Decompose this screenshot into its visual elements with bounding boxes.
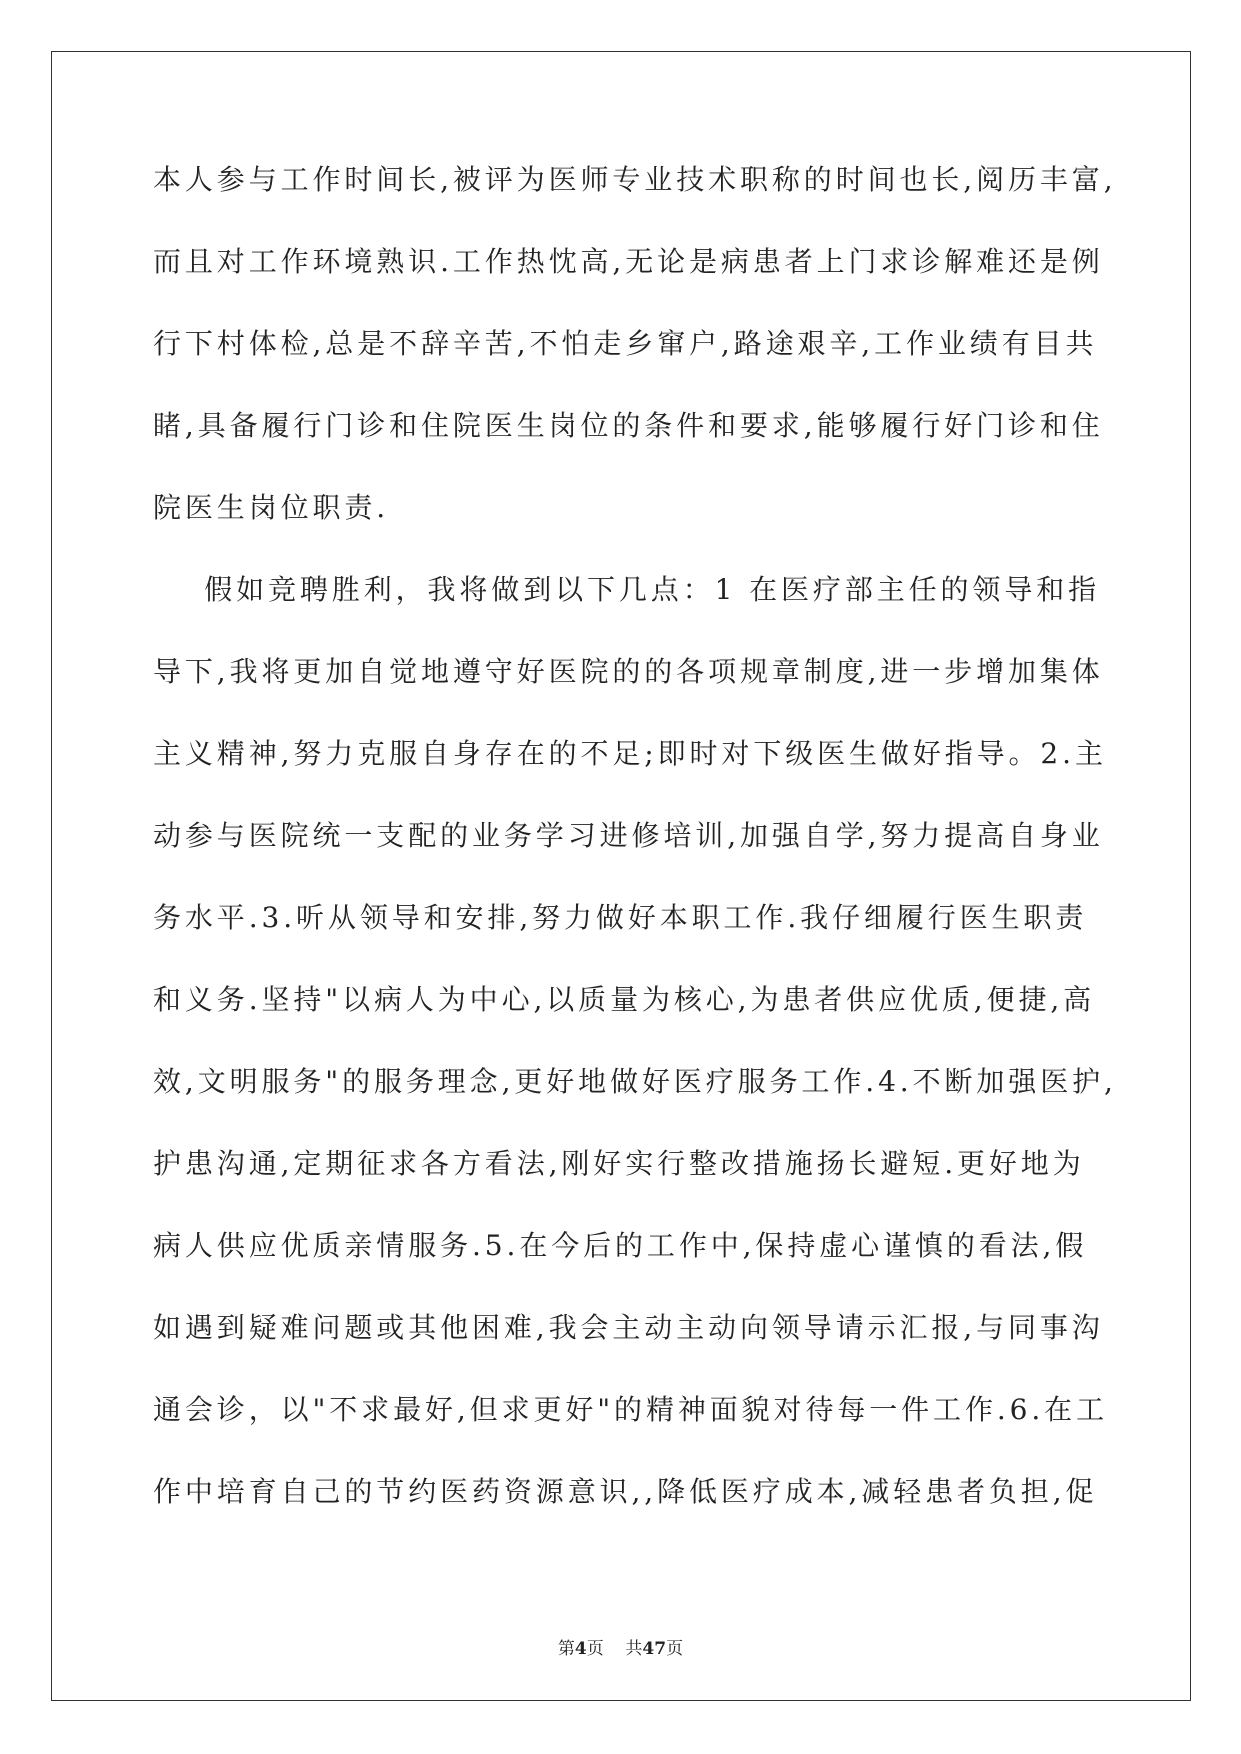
text-line: 而且对工作环境熟识.工作热忱高,无论是病患者上门求诊解难还是例 bbox=[153, 245, 1104, 278]
text-line: 通会诊，以"不求最好,但求更好"的精神面貌对待每一件工作.6.在工 bbox=[153, 1393, 1108, 1426]
text-line: 作中培育自己的节约医药资源意识,,降低医疗成本,减轻患者负担,促 bbox=[153, 1475, 1098, 1508]
text-line: 导下,我将更加自觉地遵守好医院的的各项规章制度,进一步增加集体 bbox=[153, 655, 1104, 688]
document-body bbox=[153, 163, 1117, 1560]
text-line: 动参与医院统一支配的业务学习进修培训,加强自学,努力提高自身业 bbox=[153, 819, 1104, 852]
text-line: 效,文明服务"的服务理念,更好地做好医疗服务工作.4.不断加强医护, bbox=[153, 1065, 1117, 1098]
text-line: 睹,具备履行门诊和住院医生岗位的条件和要求,能够履行好门诊和住 bbox=[153, 409, 1104, 442]
footer-page-suffix: 页 bbox=[586, 1639, 604, 1659]
text-line: 行下村体检,总是不辞辛苦,不怕走乡窜户,路途艰辛,工作业绩有目共 bbox=[153, 327, 1098, 360]
footer-prefix: 第 bbox=[557, 1639, 575, 1659]
text-line: 护患沟通,定期征求各方看法,刚好实行整改措施扬长避短.更好地为 bbox=[153, 1147, 1085, 1180]
footer-total-suffix: 页 bbox=[666, 1639, 684, 1659]
page-footer bbox=[0, 1634, 1241, 1659]
text-line: 假如竞聘胜利，我将做到以下几点：1 在医疗部主任的领导和指 bbox=[153, 573, 1101, 606]
text-line: 本人参与工作时间长,被评为医师专业技术职称的时间也长,阅历丰富, bbox=[153, 163, 1117, 196]
text-line: 和义务.坚持"以病人为中心,以质量为核心,为患者供应优质,便捷,高 bbox=[153, 983, 1096, 1016]
text-line: 病人供应优质亲情服务.5.在今后的工作中,保持虚心谨慎的看法,假 bbox=[153, 1229, 1088, 1262]
footer-total-prefix: 共 bbox=[625, 1639, 643, 1659]
text-line: 务水平.3.听从领导和安排,努力做好本职工作.我仔细履行医生职责 bbox=[153, 901, 1088, 934]
footer-page-number: 4 bbox=[574, 1639, 587, 1659]
text-line: 院医生岗位职责. bbox=[153, 491, 390, 524]
footer-total-pages: 47 bbox=[642, 1639, 667, 1659]
text-line: 如遇到疑难问题或其他困难,我会主动主动向领导请示汇报,与同事沟 bbox=[153, 1311, 1104, 1344]
text-line: 主义精神,努力克服自身存在的不足;即时对下级医生做好指导。2.主 bbox=[153, 737, 1107, 770]
